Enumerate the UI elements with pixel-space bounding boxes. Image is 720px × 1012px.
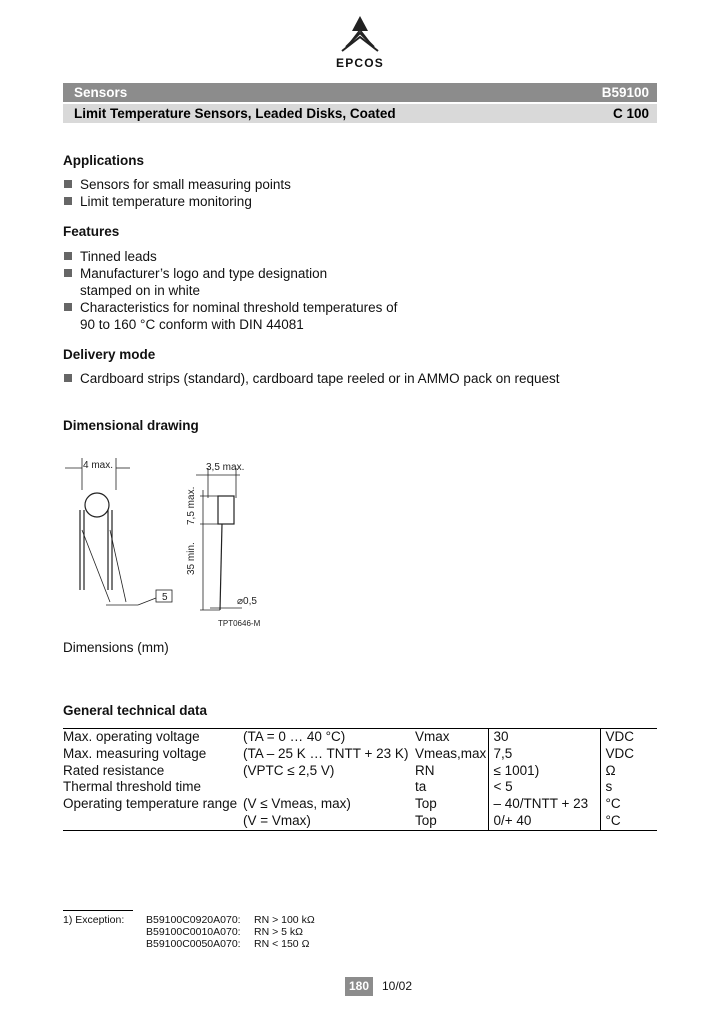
table-cell: (V = Vmax) bbox=[243, 812, 311, 828]
table-row bbox=[63, 796, 657, 813]
table-cell bbox=[63, 813, 243, 830]
series-code: C 100 bbox=[612, 106, 649, 121]
table-cell: s bbox=[600, 779, 657, 796]
dimensional-drawing bbox=[60, 450, 290, 635]
footnote-label: 1) Exception: bbox=[63, 914, 125, 926]
delivery-heading: Delivery mode bbox=[63, 347, 156, 362]
technical-data-table bbox=[63, 728, 657, 831]
table-cell: Operating temperature range bbox=[63, 796, 238, 812]
table-row bbox=[63, 763, 657, 780]
bullet-icon bbox=[64, 303, 72, 311]
list-item: Sensors for small measuring points bbox=[63, 176, 663, 193]
table-cell: Top bbox=[415, 796, 437, 812]
lead-diameter-label: ⌀0,5 bbox=[237, 596, 257, 607]
table-cell: Thermal threshold time bbox=[63, 779, 202, 795]
product-title: Limit Temperature Sensors, Leaded Disks, Coated bbox=[74, 106, 396, 121]
title-bar bbox=[63, 104, 657, 123]
table-cell: 0/+ 40 bbox=[488, 813, 600, 830]
epcos-logo bbox=[330, 14, 390, 74]
body-height-label: 7,5 max. bbox=[186, 486, 197, 525]
table-cell: 30 bbox=[488, 729, 600, 746]
page-date: 10/02 bbox=[382, 979, 413, 993]
footnote: 1) Exception: B59100C0920A070: RN > 100 kΩ B59100C0010A070: RN > 5 kΩ B59100C0050A070: RN < 150 Ω bbox=[63, 914, 315, 950]
bullet-icon bbox=[64, 269, 72, 277]
table-cell bbox=[243, 779, 415, 796]
table-cell: Vmax bbox=[415, 729, 450, 744]
table-cell: (TA = 0 … 40 °C) bbox=[243, 729, 346, 744]
table-cell: Max. measuring voltage bbox=[63, 745, 207, 761]
tech-heading: General technical data bbox=[63, 703, 208, 718]
bullet-icon bbox=[64, 374, 72, 382]
table-cell: Rated resistance bbox=[63, 762, 165, 778]
list-item: Manufacturer’s logo and type designation bbox=[63, 265, 663, 282]
lead-length-label: 35 min. bbox=[186, 542, 197, 575]
features-heading: Features bbox=[63, 224, 120, 239]
drawing-heading: Dimensional drawing bbox=[63, 418, 199, 433]
table-row bbox=[63, 729, 657, 746]
table-row bbox=[63, 813, 657, 830]
page-number: 180 bbox=[345, 977, 373, 996]
drawing-caption: Dimensions (mm) bbox=[63, 640, 169, 655]
table-cell: VDC bbox=[600, 746, 657, 763]
table-cell: °C bbox=[600, 813, 657, 830]
applications-list bbox=[63, 176, 663, 210]
table-cell: ta bbox=[415, 779, 427, 795]
figure-code: TPT0646-M bbox=[218, 619, 261, 628]
list-item: Cardboard strips (standard), cardboard tape reeled or in AMMO pack on request bbox=[63, 370, 663, 387]
spacing-label: 5 bbox=[162, 592, 168, 603]
bullet-icon bbox=[64, 180, 72, 188]
part-number: B59100 bbox=[601, 85, 649, 100]
list-item: Characteristics for nominal threshold temperatures of bbox=[63, 299, 663, 316]
list-item: Limit temperature monitoring bbox=[63, 193, 663, 210]
table-cell: VDC bbox=[600, 729, 657, 746]
table-cell: – 40/TNTT + 23 bbox=[488, 796, 600, 813]
brand-name: EPCOS bbox=[335, 56, 384, 70]
features-list bbox=[63, 248, 663, 333]
table-cell: (VPTC ≤ 2,5 V) bbox=[243, 762, 335, 778]
table-cell: < 5 bbox=[488, 779, 600, 796]
bullet-icon bbox=[64, 252, 72, 260]
table-row bbox=[63, 746, 657, 763]
width-label: 4 max. bbox=[83, 460, 114, 471]
applications-heading: Applications bbox=[63, 153, 145, 168]
table-cell: °C bbox=[600, 796, 657, 813]
list-item-continuation: stamped on in white bbox=[80, 283, 201, 298]
thickness-label: 3,5 max. bbox=[206, 462, 245, 473]
table-cell: (TA – 25 K … TNTT + 23 K) bbox=[243, 745, 409, 761]
footnote-rule bbox=[63, 910, 133, 911]
table-cell: Vmeas,max bbox=[415, 745, 487, 761]
list-item-continuation: 90 to 160 °C conform with DIN 44081 bbox=[80, 317, 304, 332]
category-label: Sensors bbox=[74, 85, 128, 100]
delivery-list bbox=[63, 370, 663, 387]
epcos-triangle-icon bbox=[330, 14, 390, 54]
category-bar bbox=[63, 83, 657, 102]
table-cell: Ω bbox=[600, 763, 657, 780]
table-cell: Max. operating voltage bbox=[63, 729, 200, 744]
table-cell: RN bbox=[415, 762, 435, 778]
table-cell: Top bbox=[415, 812, 437, 828]
table-row bbox=[63, 779, 657, 796]
table-cell: ≤ 1001) bbox=[488, 763, 600, 780]
bullet-icon bbox=[64, 197, 72, 205]
list-item: Tinned leads bbox=[63, 248, 663, 265]
table-cell: 7,5 bbox=[488, 746, 600, 763]
table-cell: (V ≤ Vmeas, max) bbox=[243, 796, 351, 812]
